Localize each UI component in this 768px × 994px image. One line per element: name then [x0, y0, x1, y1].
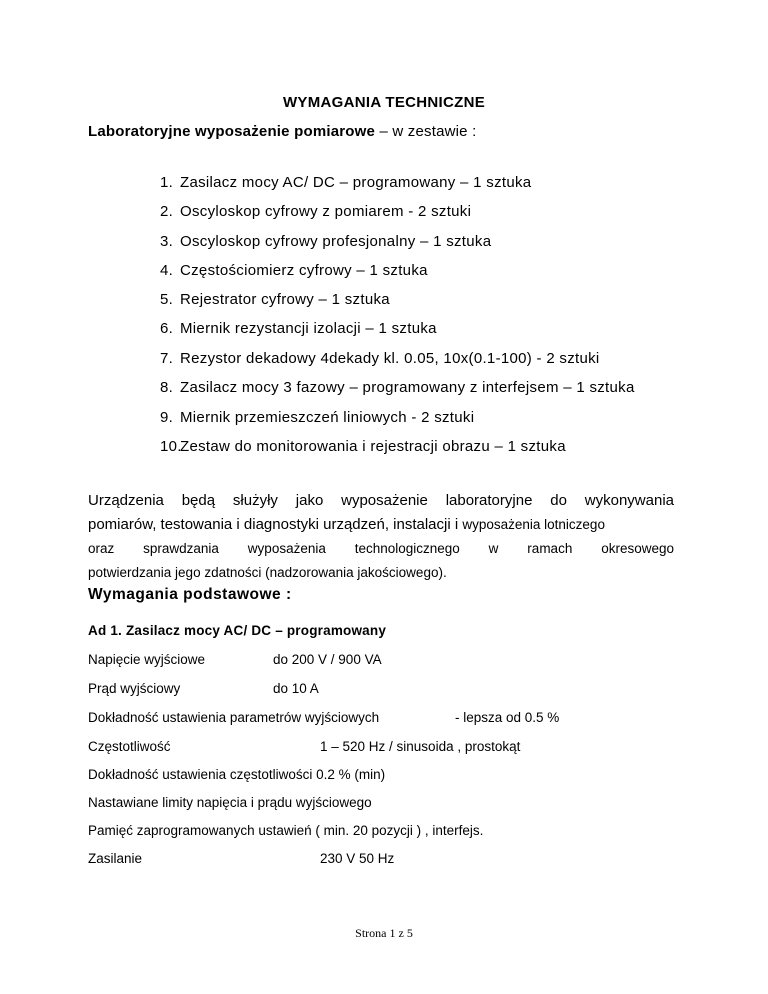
basic-requirements-heading: Wymagania podstawowe :: [88, 586, 292, 603]
list-item-text: Rejestrator cyfrowy – 1 sztuka: [180, 291, 390, 308]
spec-label: Napięcie wyjściowe: [88, 652, 206, 667]
description-paragraph: [88, 489, 674, 585]
spec-label: Nastawiane limity napięcia i prądu wyjściowego: [88, 795, 372, 810]
list-item: [160, 409, 474, 426]
spec-value: 1 – 520 Hz / sinusoida , prostokąt: [320, 739, 521, 754]
list-item-number: 8.: [160, 379, 174, 396]
intro-line: [88, 123, 476, 140]
page-footer: Strona 1 z 5: [355, 926, 413, 940]
list-item-number: 9.: [160, 409, 174, 426]
list-item: [160, 379, 635, 396]
list-item-number: 2.: [160, 203, 174, 220]
list-item-number: 4.: [160, 262, 174, 279]
list-item-text: Zestaw do monitorowania i rejestracji obrazu – 1 sztuka: [180, 438, 566, 455]
list-item: [160, 291, 390, 308]
spec-label: Zasilanie: [88, 851, 143, 866]
list-item-text: Zasilacz mocy 3 fazowy – programowany z interfejsem – 1 sztuka: [180, 379, 635, 396]
list-item: [160, 350, 600, 367]
list-item: [160, 174, 531, 191]
section-ad1-heading: Ad 1. Zasilacz mocy AC/ DC – programowany: [88, 623, 387, 638]
paragraph-line-part: wyposażenia lotniczego: [462, 517, 605, 532]
intro-bold: Laboratoryjne wyposażenie pomiarowe: [88, 123, 376, 140]
intro-rest: – w zestawie :: [375, 123, 477, 140]
spec-value: - lepsza od 0.5 %: [455, 710, 560, 725]
list-item-number: 6.: [160, 320, 174, 337]
paragraph-line: potwierdzania jego zdatności (nadzorowania jakościowego).: [88, 565, 447, 580]
list-item-number: 7.: [160, 350, 174, 367]
list-item: [160, 203, 471, 220]
list-item: [160, 262, 428, 279]
spec-value: 230 V 50 Hz: [320, 851, 395, 866]
paragraph-line-part: pomiarów, testowania i diagnostyki urządzeń, instalacji i: [88, 516, 463, 533]
list-item-text: Oscyloskop cyfrowy z pomiarem - 2 sztuki: [180, 203, 472, 220]
list-item-number: 1.: [160, 174, 174, 191]
spec-label: Pamięć zaprogramowanych ustawień ( min. 20 pozycji ) , interfejs.: [88, 823, 484, 838]
paragraph-line: [88, 513, 674, 537]
list-item-number: 3.: [160, 233, 174, 250]
list-item-text: Miernik przemieszczeń liniowych - 2 sztuki: [180, 409, 475, 426]
list-item-text: Częstościomierz cyfrowy – 1 sztuka: [180, 262, 428, 279]
list-item-text: Rezystor dekadowy 4dekady kl. 0.05, 10x(0.1-100) - 2 sztuki: [180, 350, 600, 367]
list-item: [160, 320, 437, 337]
spec-label: Częstotliwość: [88, 739, 171, 754]
list-item-number: 10.: [160, 438, 182, 455]
spec-label: Dokładność ustawienia częstotliwości 0.2 % (min): [88, 767, 386, 782]
spec-label: Dokładność ustawienia parametrów wyjściowych: [88, 710, 380, 725]
list-item: [160, 233, 491, 250]
spec-label: Prąd wyjściowy: [88, 681, 181, 696]
spec-value: do 10 A: [273, 681, 319, 696]
paragraph-line: oraz sprawdzania wyposażenia technologicznego w ramach okresowego: [88, 541, 674, 556]
list-item-text: Oscyloskop cyfrowy profesjonalny – 1 sztuka: [180, 233, 492, 250]
document-title: WYMAGANIA TECHNICZNE: [282, 94, 486, 111]
list-item-text: Zasilacz mocy AC/ DC – programowany – 1 sztuka: [180, 174, 532, 191]
list-item-number: 5.: [160, 291, 174, 308]
list-item-text: Miernik rezystancji izolacji – 1 sztuka: [180, 320, 437, 337]
list-item: [160, 438, 566, 455]
paragraph-line: Urządzenia będą służyły jako wyposażenie laboratoryjne do wykonywania: [88, 492, 674, 509]
spec-value: do 200 V / 900 VA: [273, 652, 382, 667]
